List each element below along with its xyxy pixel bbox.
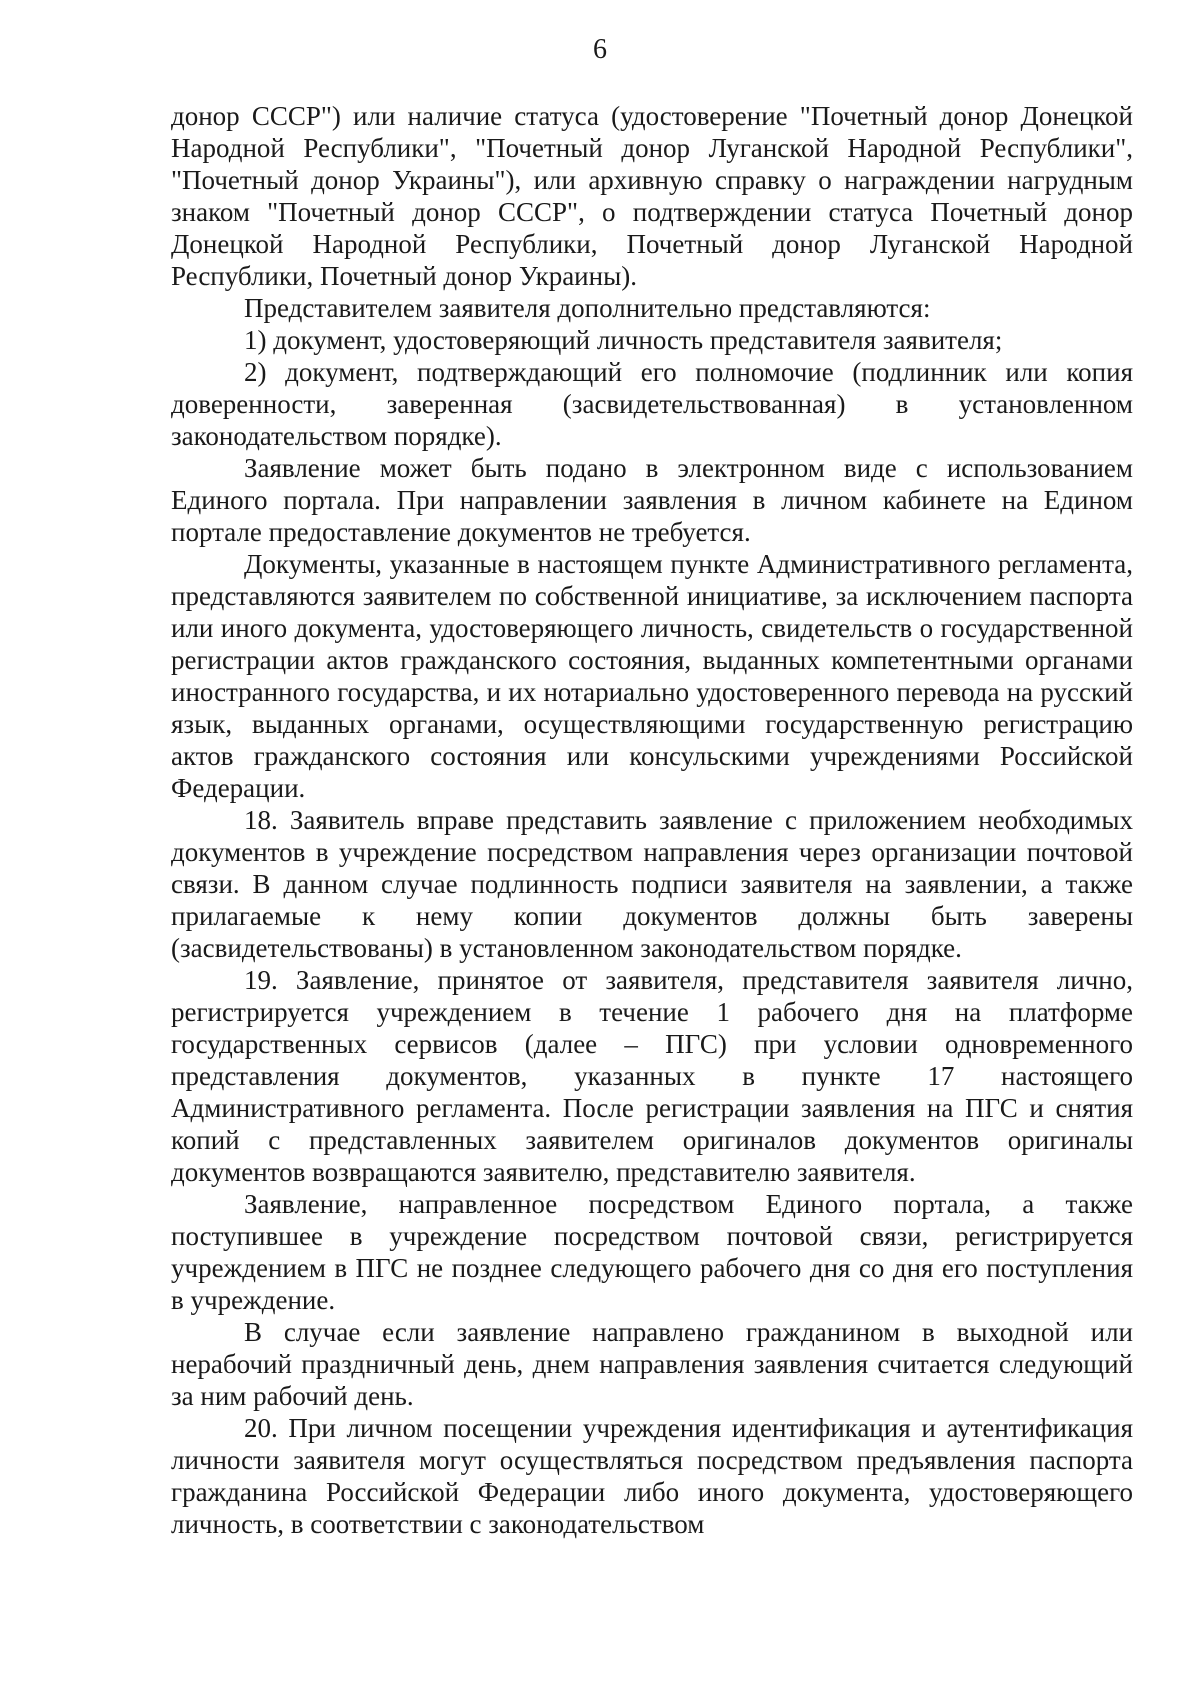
paragraph-representative-item-2: 2) документ, подтверждающий его полномочие (подлинник или копия доверенности, заверенная (засвидетельствованная) в установленном законодательством порядке).	[171, 357, 1133, 451]
paragraph-item-18: 18. Заявитель вправе представить заявление с приложением необходимых документов в учреждение посредством направления через организации почтовой связи. В данном случае подлинность подписи заявителя на заявлении, а также прилагаемые к нему копии документов должны быть заверены (засвидетельствованы) в установленном законодательством порядке.	[171, 805, 1133, 963]
paragraph-portal-registration: Заявление, направленное посредством Единого портала, а также поступившее в учреждение посредством почтовой связи, регистрируется учреждением в ПГС не позднее следующего рабочего дня со дня его поступления в учреждение.	[171, 1189, 1133, 1315]
paragraph-holiday-submission: В случае если заявление направлено гражданином в выходной или нерабочий праздничный день, днем направления заявления считается следующий за ним рабочий день.	[171, 1317, 1133, 1411]
document-body	[171, 100, 1133, 1540]
paragraph-donor-status: донор СССР") или наличие статуса (удостоверение "Почетный донор Донецкой Народной Республики", "Почетный донор Луганской Народной Республики", "Почетный донор Украины"), или архивную справку о награждении нагрудным знаком "Почетный донор СССР", о подтверждении статуса Почетный донор Донецкой Народной Республики, Почетный донор Луганской Народной Республики, Почетный донор Украины).	[171, 101, 1133, 291]
paragraph-item-19: 19. Заявление, принятое от заявителя, представителя заявителя лично, регистрируется учреждением в течение 1 рабочего дня на платформе государственных сервисов (далее – ПГС) при условии одновременного представления документов, указанных в пункте 17 настоящего Административного регламента. После регистрации заявления на ПГС и снятия копий с представленных заявителем оригиналов документов оригиналы документов возвращаются заявителю, представителю заявителя.	[171, 965, 1133, 1187]
paragraph-documents-initiative: Документы, указанные в настоящем пункте Административного регламента, представляются заявителем по собственной инициативе, за исключением паспорта или иного документа, удостоверяющего личность, свидетельств о государственной регистрации актов гражданского состояния, выданных компетентными органами иностранного государства, и их нотариально удостоверенного перевода на русский язык, выданных органами, осуществляющими государственную регистрацию актов гражданского состояния или консульскими учреждениями Российской Федерации.	[171, 549, 1133, 803]
paragraph-representative-item-1: 1) документ, удостоверяющий личность представителя заявителя;	[244, 325, 1003, 355]
paragraph-electronic-submission: Заявление может быть подано в электронном виде с использованием Единого портала. При направлении заявления в личном кабинете на Едином портале предоставление документов не требуется.	[171, 453, 1133, 547]
paragraph-representative-intro: Представителем заявителя дополнительно представляются:	[244, 293, 931, 323]
paragraph-item-20: 20. При личном посещении учреждения идентификация и аутентификация личности заявителя могут осуществляться посредством предъявления паспорта гражданина Российской Федерации либо иного документа, удостоверяющего личность, в соответствии с законодательством	[171, 1413, 1133, 1539]
page-number: 6	[593, 34, 607, 65]
